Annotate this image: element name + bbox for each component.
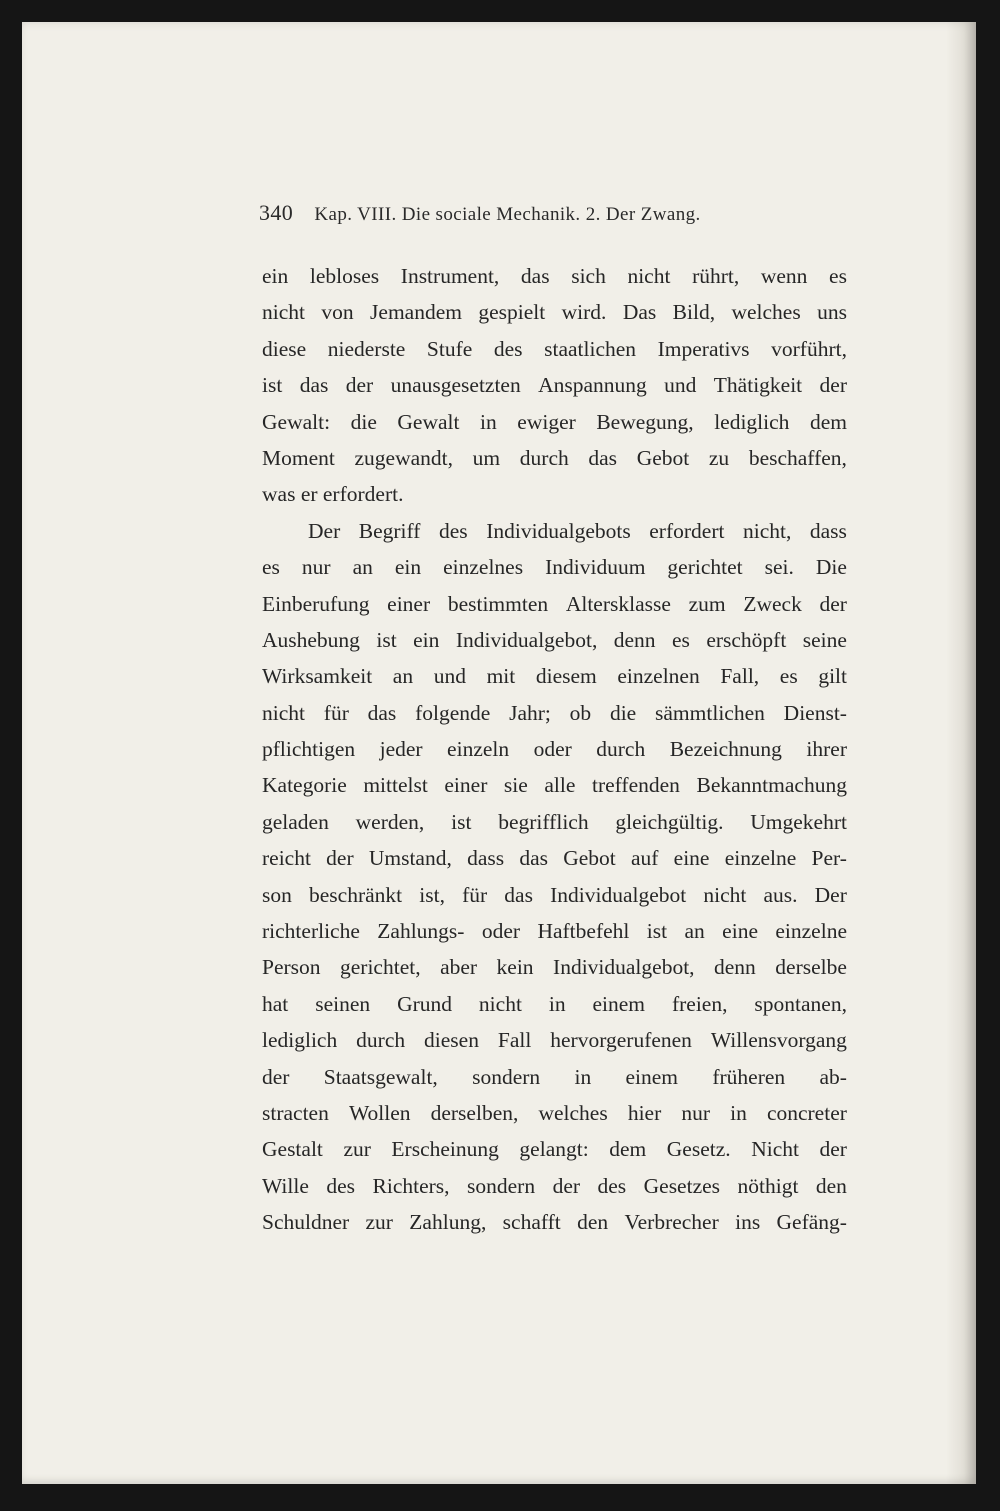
text-line: reicht der Umstand, dass das Gebot auf eine einzelne Per- (262, 846, 847, 871)
text-line: Moment zugewandt, um durch das Gebot zu beschaffen, (262, 445, 847, 470)
text-line: Wille des Richters, sondern der des Gesetzes nöthigt den (262, 1173, 847, 1198)
text-line: Einberufung einer bestimmten Altersklasse zum Zweck der (262, 591, 847, 616)
text-line: richterliche Zahlungs- oder Haftbefehl ist an eine einzelne (262, 919, 847, 944)
text-line: der Staatsgewalt, sondern in einem früheren ab- (262, 1064, 847, 1089)
text-line: was er erfordert. (262, 482, 404, 507)
text-line: diese niederste Stufe des staatlichen Imperativs vorführt, (262, 336, 847, 361)
body-text (262, 258, 847, 1241)
text-line: Kategorie mittelst einer sie alle treffenden Bekanntmachung (262, 773, 847, 798)
text-line: ist das der unausgesetzten Anspannung und Thätigkeit der (262, 373, 847, 398)
page-number: 340 (259, 200, 294, 225)
running-title: Kap. VIII. Die sociale Mechanik. 2. Der Zwang. (314, 204, 701, 225)
text-line: son beschränkt ist, für das Individualgebot nicht aus. Der (262, 882, 847, 907)
text-line: Schuldner zur Zahlung, schafft den Verbrecher ins Gefäng- (262, 1210, 847, 1235)
text-line: es nur an ein einzelnes Individuum gerichtet sei. Die (262, 555, 847, 580)
text-line: hat seinen Grund nicht in einem freien, spontanen, (262, 991, 847, 1016)
text-line: Wirksamkeit an und mit diesem einzelnen Fall, es gilt (262, 664, 847, 689)
text-line: nicht für das folgende Jahr; ob die sämmtlichen Dienst- (262, 700, 847, 725)
text-line: nicht von Jemandem gespielt wird. Das Bild, welches uns (262, 300, 847, 325)
text-line: Gestalt zur Erscheinung gelangt: dem Gesetz. Nicht der (262, 1137, 847, 1162)
text-line: geladen werden, ist begrifflich gleichgültig. Umgekehrt (262, 809, 847, 834)
text-line: lediglich durch diesen Fall hervorgerufenen Willensvorgang (262, 1028, 847, 1053)
text-line: Gewalt: die Gewalt in ewiger Bewegung, lediglich dem (262, 409, 847, 434)
text-line: pflichtigen jeder einzeln oder durch Bezeichnung ihrer (262, 737, 847, 762)
text-line: Aushebung ist ein Individualgebot, denn es erschöpft seine (262, 627, 847, 652)
text-line: ein lebloses Instrument, das sich nicht rührt, wenn es (262, 264, 847, 288)
book-page (22, 22, 976, 1484)
text-line: Der Begriff des Individualgebots erfordert nicht, dass (308, 518, 847, 543)
page-edge-shadow (946, 22, 976, 1484)
running-head (259, 200, 759, 226)
text-line: Person gerichtet, aber kein Individualgebot, denn derselbe (262, 955, 847, 980)
text-line: stracten Wollen derselben, welches hier nur in concreter (262, 1100, 847, 1125)
